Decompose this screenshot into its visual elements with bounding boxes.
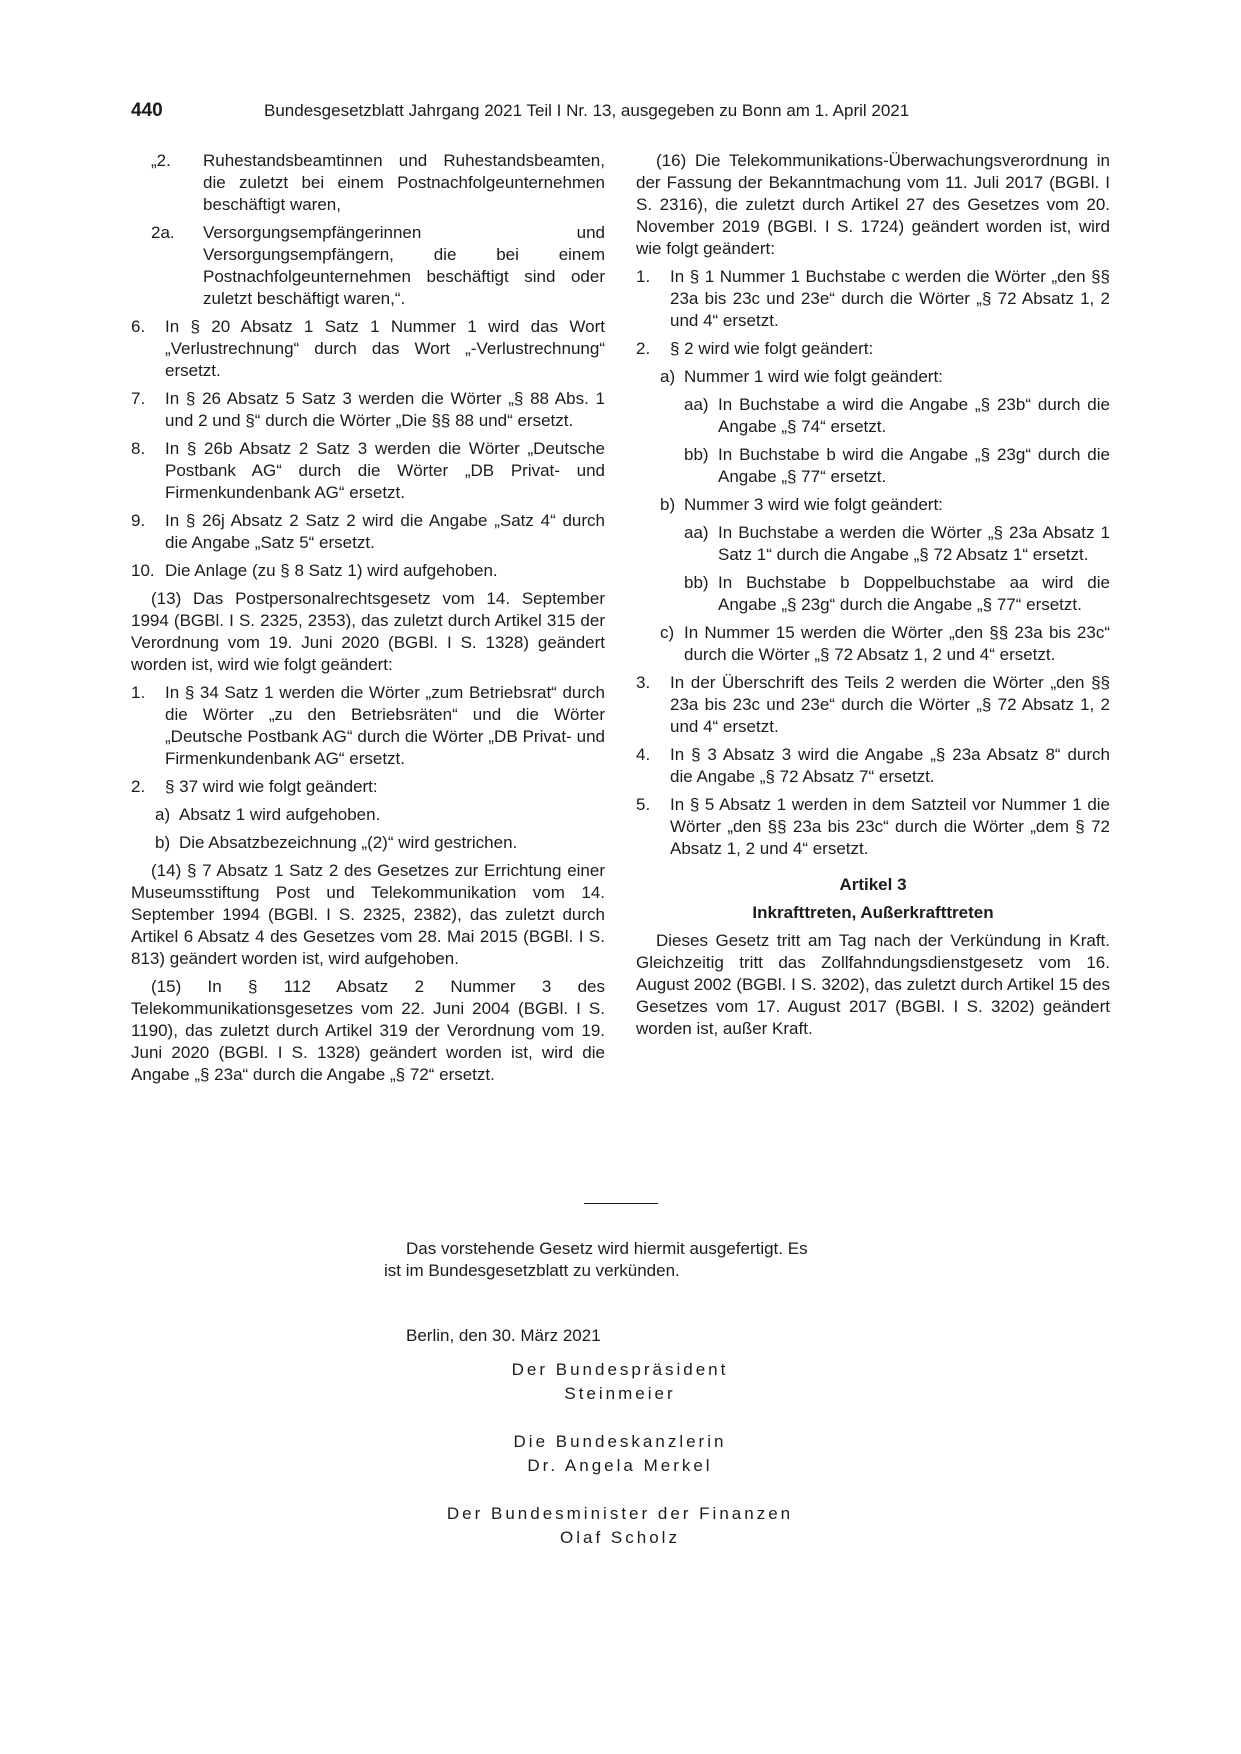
paragraph-16: (16) Die Telekommunikations-Überwachungsverordnung in der Fassung der Bekanntmachung vom 11. Juli 2017 (BGBl. I S. 2316), die zuletzt durch Artikel 27 des Gesetzes vom 20. November 2019 (BGBl. I S. 1724) geändert worden ist, wird wie folgt geändert: (636, 151, 1110, 258)
item-text: In Buchstabe b wird die Angabe „§ 23g“ durch die Angabe „§ 77“ ersetzt. (718, 445, 1110, 486)
item-number: b) (155, 833, 171, 852)
place-date: Berlin, den 30. März 2021 (406, 1326, 601, 1345)
item-text: In § 20 Absatz 1 Satz 1 Nummer 1 wird das Wort „Verlustrechnung“ durch das Wort „-Verlustrechnung“ ersetzt. (165, 317, 605, 380)
left-column (131, 150, 605, 1092)
list-item (131, 150, 605, 216)
list-item (636, 622, 1110, 666)
item-number: 4. (636, 745, 651, 764)
list-item (636, 794, 1110, 860)
item-text: In Nummer 15 werden die Wörter „den §§ 23a bis 23c“ durch die Wörter „§ 72 Absatz 1, 2 und 4“ ersetzt. (684, 623, 1110, 664)
signatory-name: Olaf Scholz (560, 1528, 680, 1547)
item-text: Versorgungsempfängerinnen und Versorgungsempfängern, die bei einem Postnachfolgeunternehmen beschäftigt sind oder zuletzt beschäftigt waren,“. (203, 223, 605, 308)
section-divider (584, 1203, 658, 1204)
list-item (636, 394, 1110, 438)
paragraph-13: (13) Das Postpersonalrechtsgesetz vom 14. September 1994 (BGBl. I S. 2325, 2353), das zuletzt durch Artikel 315 der Verordnung vom 19. Juni 2020 (BGBl. I S. 1328) geändert worden ist, wird wie folgt geändert: (131, 589, 605, 674)
item-number: 3. (636, 673, 651, 692)
item-number: 9. (131, 511, 146, 530)
signatory-title: Der Bundesminister der Finanzen (446, 1504, 794, 1523)
list-item (131, 776, 605, 798)
page-number: 440 (131, 100, 163, 121)
article-subtitle: Inkrafttreten, Außerkrafttreten (752, 903, 994, 922)
item-text: In § 1 Nummer 1 Buchstabe c werden die Wörter „den §§ 23a bis 23c und 23e“ durch die Wörter „§ 72 Absatz 1, 2 und 4“ ersetzt. (670, 267, 1110, 330)
item-text: In § 26b Absatz 2 Satz 3 werden die Wörter „Deutsche Postbank AG“ durch die Wörter „DB Privat- und Firmenkundenbank AG“ ersetzt. (165, 439, 605, 502)
list-item (636, 338, 1110, 360)
list-item (636, 444, 1110, 488)
item-number: „2. (151, 151, 171, 170)
article-title: Artikel 3 (839, 875, 907, 894)
item-number: c) (660, 623, 675, 642)
list-item (131, 438, 605, 504)
item-text: Die Absatzbezeichnung „(2)“ wird gestrichen. (179, 833, 518, 852)
list-item (636, 744, 1110, 788)
item-number: 10. (131, 561, 155, 580)
list-item (131, 804, 605, 826)
item-text: Ruhestandsbeamtinnen und Ruhestandsbeamten, die zuletzt bei einem Postnachfolgeunternehmen beschäftigt waren, (203, 151, 605, 214)
item-text: Nummer 3 wird wie folgt geändert: (684, 495, 943, 514)
item-number: 1. (131, 683, 146, 702)
item-number: 1. (636, 267, 651, 286)
item-number: b) (660, 495, 676, 514)
item-text: In Buchstabe a wird die Angabe „§ 23b“ durch die Angabe „§ 74“ ersetzt. (718, 395, 1110, 436)
item-text: § 37 wird wie folgt geändert: (165, 777, 378, 796)
list-item (636, 266, 1110, 332)
signatory-name: Dr. Angela Merkel (527, 1456, 713, 1475)
item-number: 8. (131, 439, 146, 458)
item-text: Nummer 1 wird wie folgt geändert: (684, 367, 943, 386)
signatory-title: Der Bundespräsident (511, 1360, 729, 1379)
item-text: In Buchstabe b Doppelbuchstabe aa wird die Angabe „§ 23g“ durch die Angabe „§ 77“ ersetzt. (718, 573, 1110, 614)
closing-line: ist im Bundesgesetzblatt zu verkünden. (384, 1261, 680, 1280)
list-item (636, 672, 1110, 738)
running-head: Bundesgesetzblatt Jahrgang 2021 Teil I Nr. 13, ausgegeben zu Bonn am 1. April 2021 (264, 101, 910, 120)
paragraph-15: (15) In § 112 Absatz 2 Nummer 3 des Telekommunikationsgesetzes vom 22. Juni 2004 (BGBl. I S. 1190), das zuletzt durch Artikel 319 der Verordnung vom 19. Juni 2020 (BGBl. I S. 1328) geändert worden ist, wird die Angabe „§ 23a“ durch die Angabe „§ 72“ ersetzt. (131, 977, 605, 1084)
item-number: aa) (684, 395, 709, 414)
list-item (131, 560, 605, 582)
closing-statement (384, 1238, 864, 1282)
closing-line: Das vorstehende Gesetz wird hiermit ausgefertigt. Es (406, 1239, 808, 1258)
item-number: aa) (684, 523, 709, 542)
item-text: In der Überschrift des Teils 2 werden die Wörter „den §§ 23a bis 23c und 23e“ durch die Wörter „§ 72 Absatz 1, 2 und 4“ ersetzt. (670, 673, 1110, 736)
list-item (636, 522, 1110, 566)
item-number: 5. (636, 795, 651, 814)
paragraph-14: (14) § 7 Absatz 1 Satz 2 des Gesetzes zur Errichtung einer Museumsstiftung Post und Telekommunikation vom 14. September 1994 (BGBl. I S. 2325, 2382), das zuletzt durch Artikel 6 Absatz 4 des Gesetzes vom 28. Mai 2015 (BGBl. I S. 813) geändert worden ist, wird aufgehoben. (131, 861, 605, 968)
right-column (636, 150, 1110, 1046)
list-item (636, 494, 1110, 516)
article-text: Dieses Gesetz tritt am Tag nach der Verkündung in Kraft. Gleichzeitig tritt das Zollfahndungsdienstgesetz vom 16. August 2002 (BGBl. I S. 3202), das zuletzt durch Artikel 15 des Gesetzes vom 17. August 2017 (BGBl. I S. 3202) geändert worden ist, außer Kraft. (636, 931, 1110, 1038)
item-text: In Buchstabe a werden die Wörter „§ 23a Absatz 1 Satz 1“ durch die Angabe „§ 72 Absatz 1“ ersetzt. (718, 523, 1110, 564)
item-text: § 2 wird wie folgt geändert: (670, 339, 874, 358)
item-text: In § 3 Absatz 3 wird die Angabe „§ 23a Absatz 8“ durch die Angabe „§ 72 Absatz 7“ ersetzt. (670, 745, 1110, 786)
list-item (131, 832, 605, 854)
signature-block (390, 1502, 850, 1550)
item-text: In § 34 Satz 1 werden die Wörter „zum Betriebsrat“ durch die Wörter „zu den Betriebsräten“ und die Wörter „Deutsche Postbank AG“ durch die Wörter „DB Privat- und Firmenkundenbank AG“ ersetzt. (165, 683, 605, 768)
item-text: In § 26j Absatz 2 Satz 2 wird die Angabe „Satz 4“ durch die Angabe „Satz 5“ ersetzt. (165, 511, 605, 552)
list-item (131, 682, 605, 770)
item-number: 2. (131, 777, 146, 796)
item-number: bb) (684, 445, 709, 464)
list-item (131, 510, 605, 554)
item-text: Die Anlage (zu § 8 Satz 1) wird aufgehoben. (165, 561, 498, 580)
list-item (131, 316, 605, 382)
item-number: 6. (131, 317, 146, 336)
signatory-name: Steinmeier (564, 1384, 676, 1403)
list-item (131, 388, 605, 432)
item-number: bb) (684, 573, 709, 592)
signatory-title: Die Bundeskanzlerin (513, 1432, 727, 1451)
signature-block (390, 1358, 850, 1406)
item-text: Absatz 1 wird aufgehoben. (179, 805, 381, 824)
item-text: In § 5 Absatz 1 werden in dem Satzteil vor Nummer 1 die Wörter „den §§ 23a bis 23c“ durch die Wörter „dem § 72 Absatz 1, 2 und 4“ ersetzt. (670, 795, 1110, 858)
item-number: a) (155, 805, 171, 824)
item-number: a) (660, 367, 676, 386)
item-number: 2a. (151, 223, 175, 242)
item-number: 7. (131, 389, 146, 408)
list-item (131, 222, 605, 310)
list-item (636, 366, 1110, 388)
list-item (636, 572, 1110, 616)
item-number: 2. (636, 339, 651, 358)
item-text: In § 26 Absatz 5 Satz 3 werden die Wörter „§ 88 Abs. 1 und 2 und §“ durch die Wörter „Die §§ 88 und“ ersetzt. (165, 389, 605, 430)
signature-block (390, 1430, 850, 1478)
